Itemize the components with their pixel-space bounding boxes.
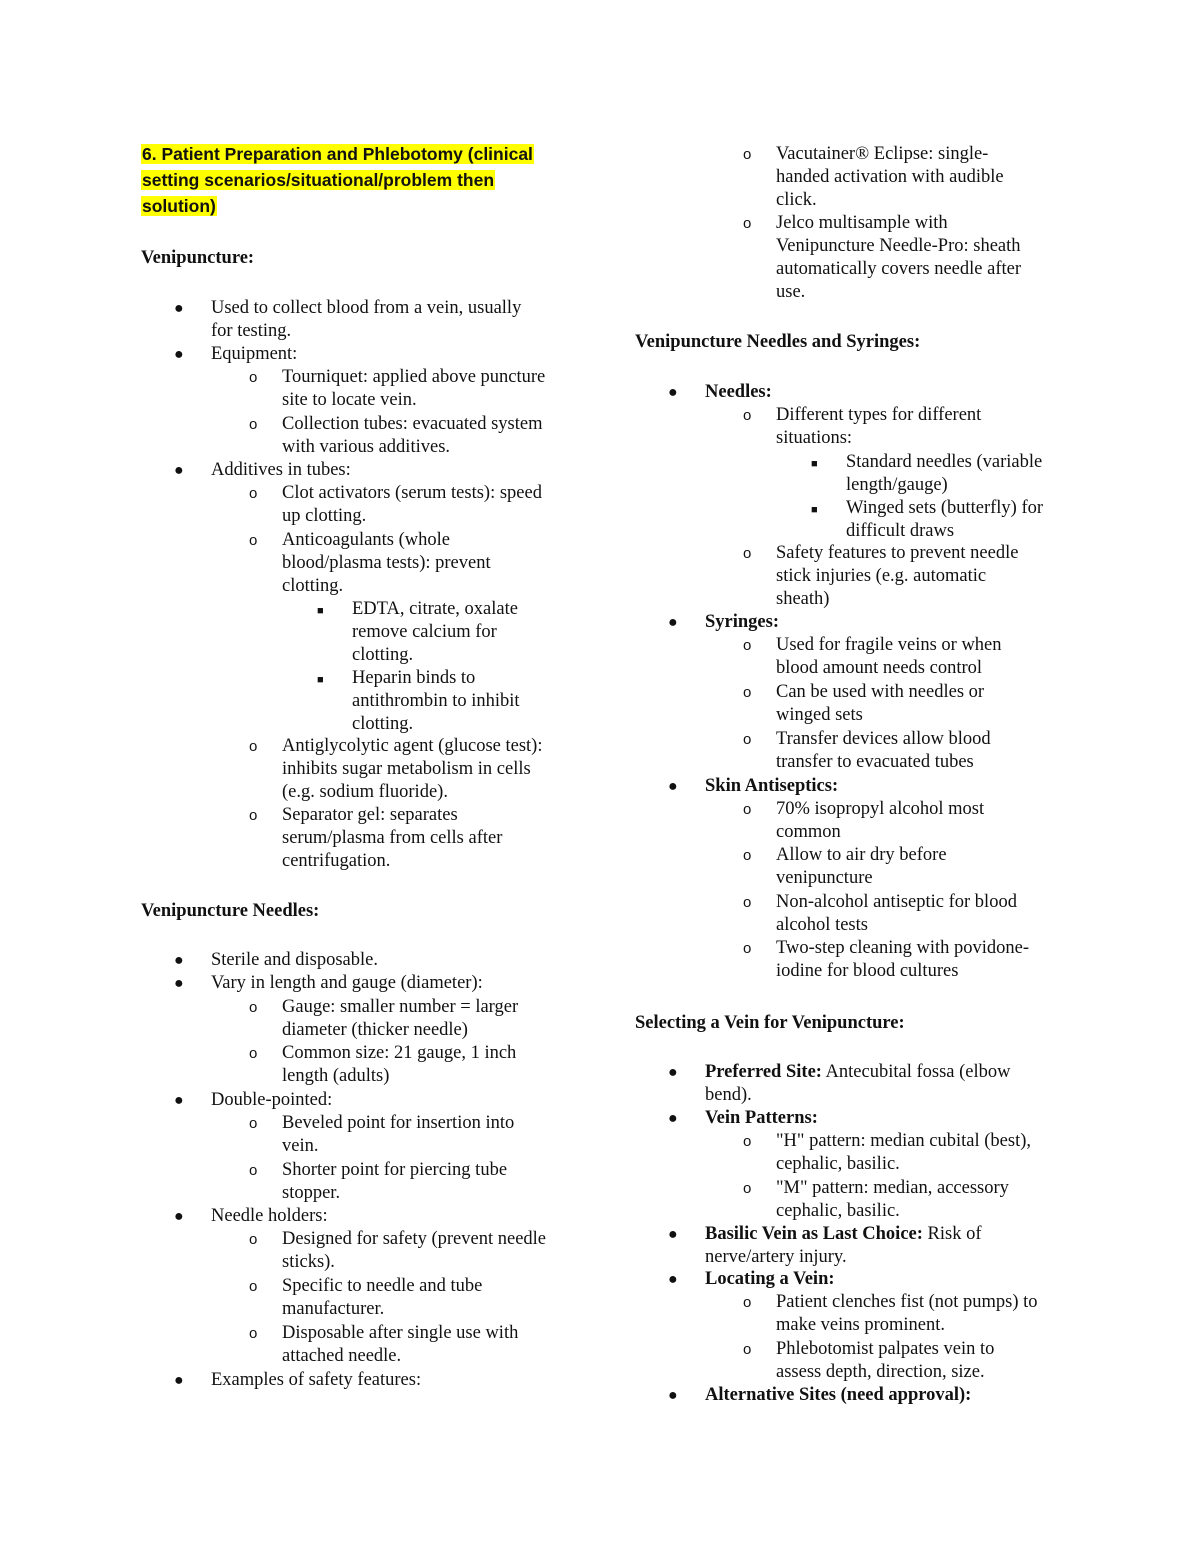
list-item-text: Gauge: smaller number = larger [282,997,519,1017]
circle-bullet-icon: o [249,999,258,1016]
circle-bullet-icon: o [743,847,752,864]
list-item-text: Winged sets (butterfly) for [846,498,1044,518]
list-item-text [705,1384,971,1407]
list-item-text: centrifugation. [282,851,391,871]
list-item-text: Two-step cleaning with povidone- [776,938,1030,958]
list-item-text: Common size: 21 gauge, 1 inch [282,1043,517,1063]
list-item-text: Anticoagulants (whole [282,530,450,550]
circle-bullet-icon: o [249,807,258,824]
page-title [141,143,534,166]
list-item-text: antithrombin to inhibit [352,691,520,711]
bullet-icon: ● [174,1372,184,1389]
circle-bullet-icon: o [743,146,752,163]
section-heading-needles: Venipuncture Needles: [141,901,320,921]
list-item-text: Jelco multisample with [776,213,948,233]
list-item-text: Needle holders: [211,1206,328,1226]
list-item-text: Double-pointed: [211,1090,333,1110]
circle-bullet-icon: o [743,1341,752,1358]
section-heading-selecting-vein: Selecting a Vein for Venipuncture: [635,1013,905,1033]
list-item-text: length/gauge) [846,475,948,495]
list-item-text: Non-alcohol antiseptic for blood [776,892,1017,912]
list-item-text: Standard needles (variable [846,452,1043,472]
list-item-text: click. [776,190,817,210]
list-item-text [705,611,779,634]
circle-bullet-icon: o [249,532,258,549]
circle-bullet-icon: o [249,1045,258,1062]
square-bullet-icon: ■ [317,605,324,617]
circle-bullet-icon: o [249,1162,258,1179]
list-item-text: make veins prominent. [776,1315,946,1335]
list-item-text: Used to collect blood from a vein, usually [211,298,522,318]
list-item-text: clotting. [282,576,344,596]
list-item-label: Needles: [705,382,772,402]
circle-bullet-icon: o [743,407,752,424]
bullet-icon: ● [174,300,184,317]
square-bullet-icon: ■ [317,674,324,686]
list-item-text: bend). [705,1085,752,1105]
list-item-text: Clot activators (serum tests): speed [282,483,542,503]
list-item-text: remove calcium for [352,622,497,642]
bullet-icon: ● [174,462,184,479]
circle-bullet-icon: o [743,545,752,562]
list-item-text [705,1223,982,1246]
list-item-text: blood amount needs control [776,658,983,678]
list-item-text: diameter (thicker needle) [282,1020,468,1040]
list-item-text: automatically covers needle after [776,259,1021,279]
list-item-text: clotting. [352,714,414,734]
circle-bullet-icon: o [743,215,752,232]
list-item-text: Examples of safety features: [211,1370,422,1390]
list-item-label: Syringes: [705,612,779,632]
page-title [141,195,217,218]
list-item-text: Heparin binds to [352,668,476,688]
list-item-text: EDTA, citrate, oxalate [352,599,518,619]
list-item-text: venipuncture [776,868,873,888]
list-item-text: clotting. [352,645,414,665]
list-item-text: Beveled point for insertion into [282,1113,515,1133]
list-item-text [705,381,772,404]
list-item-text: Equipment: [211,344,298,364]
list-item-text: "M" pattern: median, accessory [776,1178,1009,1198]
list-item-text: sheath) [776,589,830,609]
circle-bullet-icon: o [249,1325,258,1342]
circle-bullet-icon: o [743,894,752,911]
list-item-text: up clotting. [282,506,367,526]
list-item-text: length (adults) [282,1066,390,1086]
list-item-text: vein. [282,1136,319,1156]
list-item-text: difficult draws [846,521,955,541]
bullet-icon: ● [668,1387,678,1404]
list-item-text: nerve/artery injury. [705,1247,847,1267]
list-item-text: for testing. [211,321,292,341]
list-item-text: winged sets [776,705,863,725]
circle-bullet-icon: o [249,1231,258,1248]
list-item-label: Skin Antiseptics: [705,776,839,796]
circle-bullet-icon: o [743,1294,752,1311]
list-item-text: manufacturer. [282,1299,385,1319]
bullet-icon: ● [668,1064,678,1081]
list-item-text: Different types for different [776,405,982,425]
list-item-text: sticks). [282,1252,335,1272]
list-item-text: Used for fragile veins or when [776,635,1002,655]
list-item-label: Preferred Site: [705,1062,822,1082]
highlighted-title-text: 6. Patient Preparation and Phlebotomy (clinical [142,144,533,164]
list-item-text: Transfer devices allow blood [776,729,991,749]
bullet-icon: ● [668,614,678,631]
list-item-text: inhibits sugar metabolism in cells [282,759,531,779]
list-item-text: Allow to air dry before [776,845,947,865]
bullet-icon: ● [174,952,184,969]
list-item-text: Phlebotomist palpates vein to [776,1339,995,1359]
list-item-text [705,1107,818,1130]
circle-bullet-icon: o [743,1133,752,1150]
list-item-text [705,775,838,798]
list-item-text: 70% isopropyl alcohol most [776,799,985,819]
list-item-text: cephalic, basilic. [776,1154,900,1174]
list-item-text: Venipuncture Needle-Pro: sheath [776,236,1021,256]
list-item-text: "H" pattern: median cubital (best), [776,1131,1032,1151]
bullet-icon: ● [668,778,678,795]
list-item-text: stick injuries (e.g. automatic [776,566,987,586]
list-item-text: Shorter point for piercing tube [282,1160,508,1180]
list-item-text: alcohol tests [776,915,868,935]
square-bullet-icon: ■ [811,504,818,516]
list-item-text: site to locate vein. [282,390,417,410]
circle-bullet-icon: o [743,1180,752,1197]
list-item-text [705,1268,835,1291]
list-item-text: use. [776,282,806,302]
section-heading-venipuncture: Venipuncture: [141,248,255,268]
circle-bullet-icon: o [249,1115,258,1132]
list-item-text: Collection tubes: evacuated system [282,414,543,434]
list-item-text: Specific to needle and tube [282,1276,483,1296]
list-item-text: common [776,822,841,842]
list-item-label: Basilic Vein as Last Choice: [705,1224,923,1244]
list-item-label: Locating a Vein: [705,1269,835,1289]
list-item-text: Patient clenches fist (not pumps) to [776,1292,1038,1312]
list-item-inline-text: Risk of [922,1224,982,1244]
list-item-text: Safety features to prevent needle [776,543,1019,563]
list-item-text: with various additives. [282,437,451,457]
circle-bullet-icon: o [249,416,258,433]
list-item-text [705,1061,1011,1084]
list-item-text: attached needle. [282,1346,402,1366]
list-item-label: Alternative Sites (need approval): [705,1385,972,1405]
list-item-text: Sterile and disposable. [211,950,378,970]
list-item-text: Antiglycolytic agent (glucose test): [282,736,543,756]
circle-bullet-icon: o [743,731,752,748]
bullet-icon: ● [174,975,184,992]
circle-bullet-icon: o [249,485,258,502]
list-item-text: Separator gel: separates [282,805,458,825]
bullet-icon: ● [668,1110,678,1127]
circle-bullet-icon: o [249,369,258,386]
bullet-icon: ● [174,1208,184,1225]
section-heading-needles-syringes: Venipuncture Needles and Syringes: [635,332,921,352]
list-item-text: transfer to evacuated tubes [776,752,974,772]
bullet-icon: ● [668,1271,678,1288]
list-item-text: situations: [776,428,853,448]
list-item-text: cephalic, basilic. [776,1201,900,1221]
list-item-text: stopper. [282,1183,341,1203]
highlighted-title-text: solution) [142,196,216,216]
page-title [141,169,495,192]
list-item-text: Disposable after single use with [282,1323,519,1343]
list-item-text: (e.g. sodium fluoride). [282,782,448,802]
circle-bullet-icon: o [249,738,258,755]
list-item-inline-text: Antecubital fossa (elbow [821,1062,1011,1082]
circle-bullet-icon: o [743,940,752,957]
bullet-icon: ● [174,1092,184,1109]
list-item-text: Vacutainer® Eclipse: single- [776,144,989,164]
bullet-icon: ● [174,346,184,363]
list-item-text: Designed for safety (prevent needle [282,1229,547,1249]
list-item-text: Additives in tubes: [211,460,351,480]
bullet-icon: ● [668,1226,678,1243]
list-item-text: Can be used with needles or [776,682,985,702]
list-item-text: handed activation with audible [776,167,1004,187]
list-item-label: Vein Patterns: [705,1108,818,1128]
list-item-text: assess depth, direction, size. [776,1362,985,1382]
list-item-text: blood/plasma tests): prevent [282,553,491,573]
list-item-text: Vary in length and gauge (diameter): [211,973,483,993]
list-item-text: Tourniquet: applied above puncture [282,367,546,387]
square-bullet-icon: ■ [811,458,818,470]
circle-bullet-icon: o [743,637,752,654]
bullet-icon: ● [668,384,678,401]
list-item-text: serum/plasma from cells after [282,828,503,848]
circle-bullet-icon: o [743,684,752,701]
circle-bullet-icon: o [743,801,752,818]
circle-bullet-icon: o [249,1278,258,1295]
list-item-text: iodine for blood cultures [776,961,959,981]
highlighted-title-text: setting scenarios/situational/problem then [142,170,495,190]
